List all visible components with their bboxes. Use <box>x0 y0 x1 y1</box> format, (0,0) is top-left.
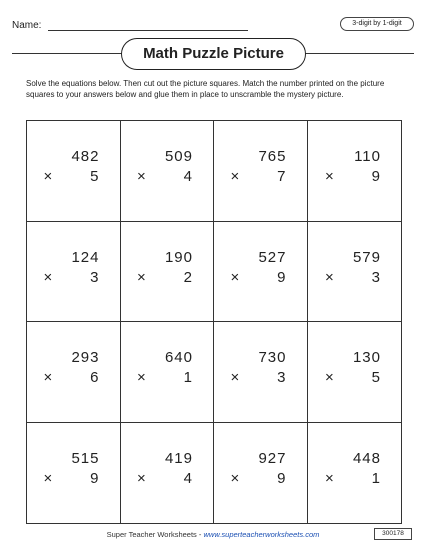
multiplication-problem <box>137 449 193 489</box>
multiplier-row <box>137 469 193 489</box>
multiplier-row <box>137 167 193 187</box>
times-sign: × <box>325 369 335 386</box>
times-sign: × <box>43 369 54 386</box>
multiplier: 1 <box>371 469 381 487</box>
problem-cell <box>121 423 215 524</box>
name-label: Name: <box>12 20 42 31</box>
problem-cell <box>121 121 215 222</box>
multiplier-row <box>231 268 287 288</box>
multiplication-problem <box>231 449 287 489</box>
problem-cell <box>27 322 121 423</box>
footer-url[interactable]: www.superteacherworksheets.com <box>203 530 320 539</box>
times-sign: × <box>325 168 335 185</box>
multiplication-problem <box>137 248 193 288</box>
problem-cell <box>214 322 308 423</box>
multiplicand: 509 <box>164 148 193 165</box>
multiplicand: 927 <box>258 449 287 467</box>
problem-cell <box>121 322 215 423</box>
times-sign: × <box>43 168 54 185</box>
name-line <box>48 30 248 31</box>
times-sign: × <box>230 469 241 487</box>
multiplication-problem <box>231 348 287 388</box>
instructions: Solve the equations below. Then cut out the picture squares. Match the number printed on the picture squares to your answers below and glue them in place to unscramble the mystery picture. <box>26 79 385 99</box>
multiplier-row <box>325 368 381 388</box>
problem-cell <box>27 222 121 323</box>
problem-grid <box>26 120 402 524</box>
multiplication-problem <box>137 348 193 388</box>
multiplicand: 527 <box>258 248 287 266</box>
multiplier: 9 <box>277 469 287 487</box>
multiplicand: 190 <box>164 248 193 266</box>
times-sign: × <box>230 168 241 185</box>
multiplier-row <box>44 469 100 489</box>
multiplicand: 730 <box>258 349 287 366</box>
problem-cell <box>121 222 215 323</box>
multiplier-row <box>231 368 287 388</box>
multiplicand: 110 <box>354 148 381 165</box>
times-sign: × <box>325 268 335 286</box>
multiplicand: 515 <box>71 449 100 467</box>
multiplicand: 640 <box>164 349 193 366</box>
problem-cell <box>214 121 308 222</box>
page-title: Math Puzzle Picture <box>121 38 306 70</box>
multiplier-row <box>231 167 287 187</box>
multiplicand: 419 <box>164 449 193 467</box>
multiplicand: 765 <box>258 148 287 165</box>
multiplier: 4 <box>183 469 193 487</box>
multiplication-problem <box>325 248 381 288</box>
multiplicand: 448 <box>352 449 381 467</box>
multiplication-problem <box>44 449 100 489</box>
multiplier: 3 <box>277 369 287 386</box>
times-sign: × <box>43 469 54 487</box>
multiplier-row <box>44 368 100 388</box>
multiplier-row <box>231 469 287 489</box>
times-sign: × <box>43 268 54 286</box>
times-sign: × <box>137 369 147 386</box>
multiplicand: 482 <box>71 148 100 165</box>
document-id: 300178 <box>374 528 412 540</box>
multiplication-problem <box>44 147 100 187</box>
multiplicand: 293 <box>71 349 100 366</box>
multiplier-row <box>137 368 193 388</box>
problem-cell <box>27 423 121 524</box>
multiplier: 9 <box>277 268 287 286</box>
multiplication-problem <box>325 449 381 489</box>
problem-cell <box>308 222 402 323</box>
footer <box>0 530 426 539</box>
multiplier-row <box>44 167 100 187</box>
multiplier-row <box>325 268 381 288</box>
multiplier: 9 <box>371 168 381 185</box>
problem-cell <box>214 222 308 323</box>
multiplication-problem <box>44 248 100 288</box>
multiplicand: 130 <box>352 349 381 366</box>
times-sign: × <box>137 268 147 286</box>
multiplier: 1 <box>183 369 193 386</box>
multiplier: 4 <box>183 168 193 185</box>
multiplication-problem <box>325 147 381 187</box>
multiplicand: 579 <box>352 248 381 266</box>
multiplier-row <box>325 167 381 187</box>
multiplication-problem <box>44 348 100 388</box>
footer-site: Super Teacher Worksheets - <box>106 530 204 539</box>
times-sign: × <box>325 469 335 487</box>
multiplier: 3 <box>371 268 381 286</box>
multiplier-row <box>137 268 193 288</box>
problem-cell <box>27 121 121 222</box>
problem-cell <box>308 121 402 222</box>
times-sign: × <box>230 268 241 286</box>
multiplier-row <box>44 268 100 288</box>
problem-cell <box>308 423 402 524</box>
multiplier: 5 <box>371 369 381 386</box>
multiplier: 6 <box>90 369 100 386</box>
multiplication-problem <box>231 248 287 288</box>
problem-cell <box>308 322 402 423</box>
multiplication-problem <box>325 348 381 388</box>
level-badge: 3-digit by 1-digit <box>340 17 414 31</box>
multiplier: 7 <box>277 168 287 185</box>
multiplier: 2 <box>183 268 193 286</box>
times-sign: × <box>230 369 241 386</box>
multiplier: 3 <box>90 268 100 286</box>
multiplication-problem <box>231 147 287 187</box>
problem-cell <box>214 423 308 524</box>
multiplicand: 124 <box>71 248 100 266</box>
multiplier-row <box>325 469 381 489</box>
times-sign: × <box>137 469 147 487</box>
times-sign: × <box>137 168 147 185</box>
multiplication-problem <box>137 147 193 187</box>
multiplier: 9 <box>90 469 100 487</box>
multiplier: 5 <box>90 168 100 185</box>
